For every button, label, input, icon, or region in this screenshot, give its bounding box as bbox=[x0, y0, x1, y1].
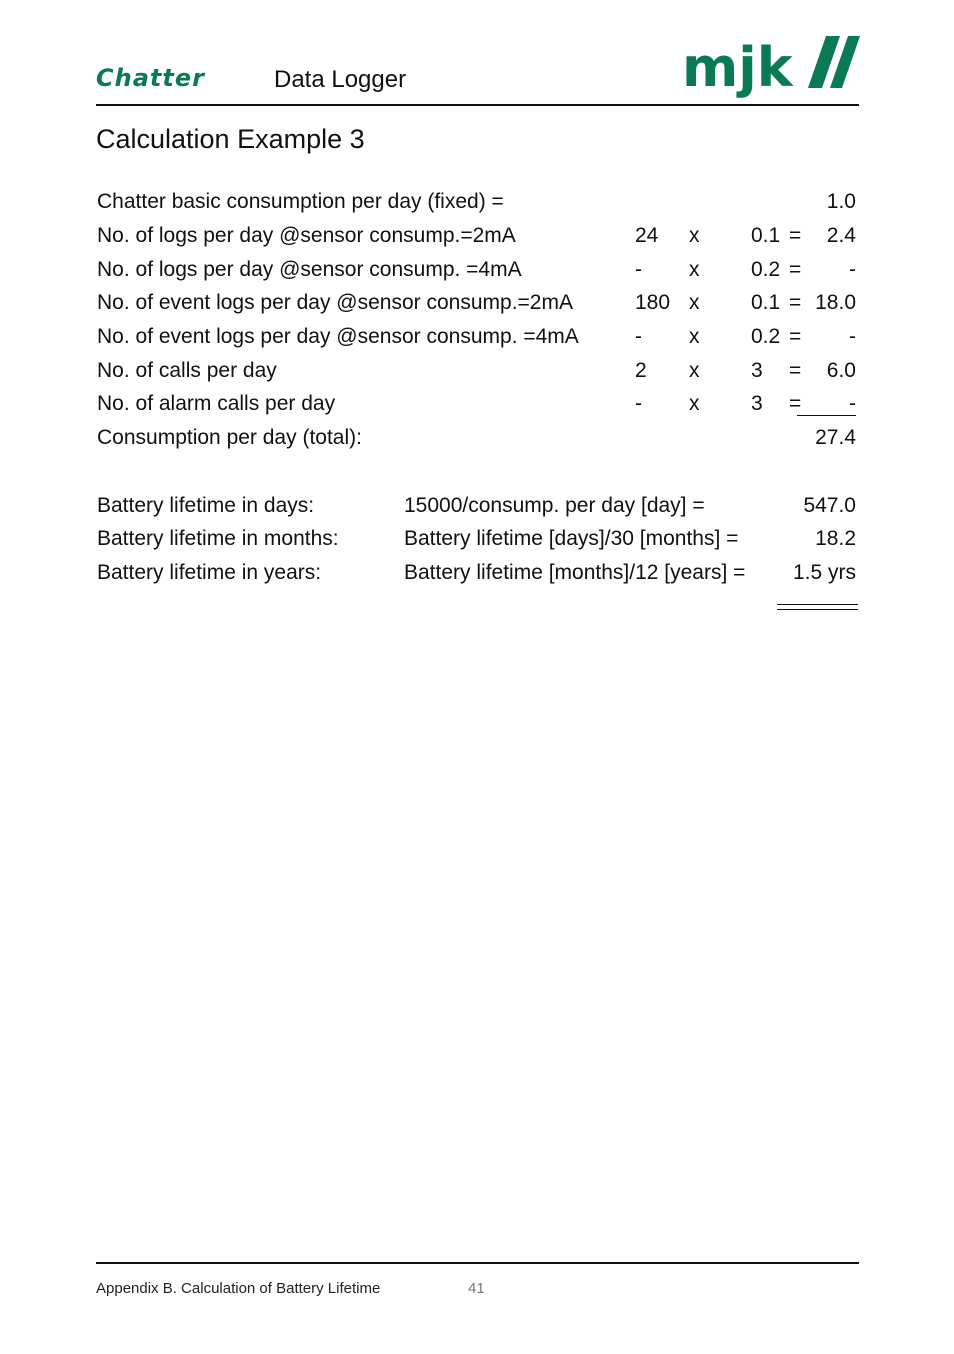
double-underline-top bbox=[777, 604, 858, 605]
calc-row-total bbox=[0, 426, 954, 456]
calc-times: x bbox=[689, 392, 700, 415]
calc-equals: = bbox=[789, 325, 802, 348]
calc-label: No. of logs per day @sensor consump.=2mA bbox=[97, 224, 516, 247]
calc-label: No. of alarm calls per day bbox=[97, 392, 336, 415]
calc-count: 2 bbox=[635, 359, 647, 382]
calc-count: - bbox=[635, 325, 642, 348]
calc-times: x bbox=[689, 258, 700, 281]
calc-factor: 3 bbox=[751, 392, 763, 415]
calc-row-alarm-calls bbox=[0, 392, 954, 422]
calc-factor: 0.1 bbox=[751, 224, 781, 247]
calc-row-basic bbox=[0, 190, 954, 220]
calc-result: 6.0 bbox=[826, 359, 856, 382]
calc-result: - bbox=[849, 325, 856, 348]
calc-factor: 0.2 bbox=[751, 325, 781, 348]
battery-label: Battery lifetime in months: bbox=[97, 527, 339, 550]
calc-label: Consumption per day (total): bbox=[97, 426, 362, 449]
calc-count: 180 bbox=[635, 291, 671, 314]
calc-result: 1.0 bbox=[826, 190, 856, 213]
calc-equals: = bbox=[789, 392, 802, 415]
page-number: 41 bbox=[468, 1280, 485, 1297]
calc-equals: = bbox=[789, 224, 802, 247]
calc-result: 2.4 bbox=[826, 224, 856, 247]
mjk-logo-text: mjk bbox=[682, 36, 793, 99]
mjk-logo bbox=[680, 30, 860, 102]
battery-formula: Battery lifetime [months]/12 [years] = bbox=[404, 561, 746, 584]
header-rule bbox=[96, 104, 859, 106]
chatter-brand-logo: Chatter bbox=[96, 64, 205, 92]
calc-factor: 0.1 bbox=[751, 291, 781, 314]
calc-result: 18.0 bbox=[815, 291, 856, 314]
calc-times: x bbox=[689, 291, 700, 314]
calc-factor: 3 bbox=[751, 359, 763, 382]
calc-label: Chatter basic consumption per day (fixed) = bbox=[97, 190, 504, 213]
battery-row-years bbox=[0, 561, 954, 591]
footer-rule bbox=[96, 1262, 859, 1264]
calc-label: No. of calls per day bbox=[97, 359, 277, 382]
battery-result: 547.0 bbox=[803, 494, 856, 517]
battery-row-days bbox=[0, 494, 954, 524]
battery-result: 18.2 bbox=[815, 527, 856, 550]
battery-row-months bbox=[0, 527, 954, 557]
double-underline-bottom bbox=[777, 609, 858, 610]
calc-equals: = bbox=[789, 359, 802, 382]
calc-row-logs-4ma bbox=[0, 258, 954, 288]
calc-count: - bbox=[635, 258, 642, 281]
battery-result: 1.5 yrs bbox=[792, 561, 856, 584]
calc-result: 27.4 bbox=[815, 426, 856, 449]
calc-count: 24 bbox=[635, 224, 659, 247]
calc-times: x bbox=[689, 359, 700, 382]
battery-label: Battery lifetime in days: bbox=[97, 494, 315, 517]
calc-equals: = bbox=[789, 258, 802, 281]
footer-text: Appendix B. Calculation of Battery Lifetime bbox=[96, 1280, 381, 1297]
calc-result: - bbox=[849, 392, 856, 415]
sum-underline bbox=[797, 415, 856, 416]
page-title: Calculation Example 3 bbox=[96, 124, 365, 154]
calc-factor: 0.2 bbox=[751, 258, 781, 281]
calc-times: x bbox=[689, 325, 700, 348]
calc-label: No. of event logs per day @sensor consump. =4mA bbox=[97, 325, 579, 348]
calc-row-logs-2ma bbox=[0, 224, 954, 254]
calc-count: - bbox=[635, 392, 642, 415]
battery-formula: 15000/consump. per day [day] = bbox=[404, 494, 705, 517]
calc-equals: = bbox=[789, 291, 802, 314]
calc-times: x bbox=[689, 224, 700, 247]
calc-label: No. of logs per day @sensor consump. =4mA bbox=[97, 258, 522, 281]
battery-label: Battery lifetime in years: bbox=[97, 561, 322, 584]
calc-label: No. of event logs per day @sensor consump.=2mA bbox=[97, 291, 573, 314]
battery-formula: Battery lifetime [days]/30 [months] = bbox=[404, 527, 739, 550]
header-title: Data Logger bbox=[274, 66, 407, 93]
calc-row-event-logs-4ma bbox=[0, 325, 954, 355]
calc-row-event-logs-2ma bbox=[0, 291, 954, 321]
calc-result: - bbox=[849, 258, 856, 281]
calc-row-calls bbox=[0, 359, 954, 389]
